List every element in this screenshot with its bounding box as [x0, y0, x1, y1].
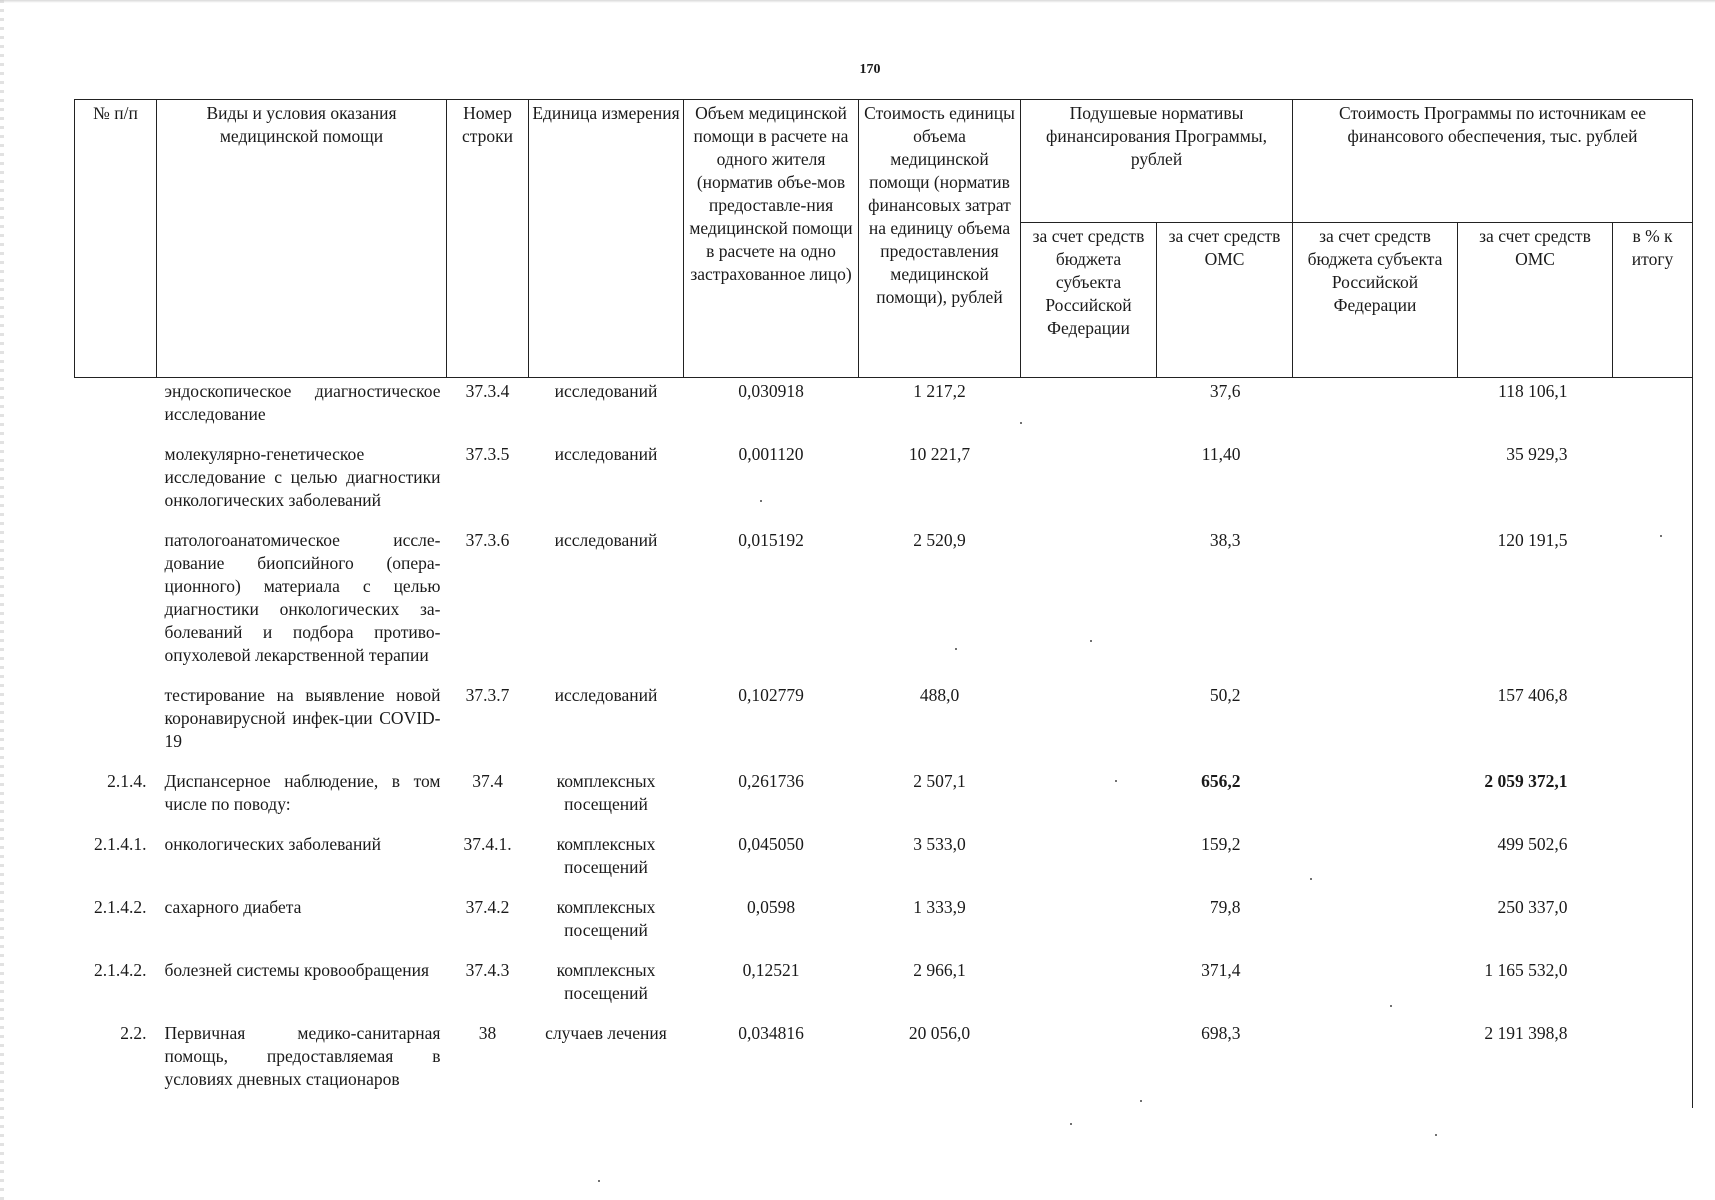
header-percent: в % к итогу: [1613, 223, 1693, 378]
table-row: [75, 1022, 1693, 1108]
program-cost-table: [74, 99, 1693, 1108]
row-program-oms: 1 165 532,0: [1484, 960, 1568, 980]
row-percapita-oms: 50,2: [1209, 685, 1241, 705]
row-line-number: 38: [478, 1023, 497, 1043]
table-row: [75, 959, 1693, 1022]
row-percapita-budget: [1021, 770, 1157, 833]
row-percapita-oms: 371,4: [1201, 960, 1241, 980]
row-volume: 0,102779: [738, 685, 804, 705]
row-number: [75, 378, 157, 444]
scan-speck: [1435, 1134, 1437, 1136]
row-percapita-budget: [1021, 959, 1157, 1022]
row-program-oms: 157 406,8: [1497, 685, 1568, 705]
header-program-budget: за счет средств бюджета субъекта Российской Федерации: [1293, 223, 1458, 378]
scan-speck: [1310, 878, 1312, 880]
row-number: [75, 684, 157, 770]
row-percapita-oms: 11,40: [1201, 444, 1241, 464]
row-number: [75, 443, 157, 529]
row-cost: 3 533,0: [913, 834, 966, 854]
row-cost: 10 221,7: [908, 444, 971, 464]
row-unit: исследований: [554, 685, 658, 705]
row-number: 2.1.4.1.: [94, 834, 147, 854]
scan-speck: [1140, 1100, 1142, 1102]
row-volume: 0,015192: [738, 530, 804, 550]
row-program-oms: 118 106,1: [1498, 381, 1568, 401]
scan-edge-left: [0, 0, 4, 1200]
row-percent: [1613, 1022, 1693, 1108]
row-line-number: 37.3.5: [465, 444, 510, 464]
row-program-oms: 499 502,6: [1497, 834, 1568, 854]
scan-speck: [1660, 535, 1662, 537]
row-percent: [1613, 684, 1693, 770]
row-unit: комплексных посещений: [556, 960, 656, 1003]
header-num: № п/п: [75, 100, 157, 378]
scan-speck: [1070, 1123, 1072, 1125]
row-program-oms: 2 059 372,1: [1484, 771, 1568, 791]
row-unit: исследований: [554, 381, 658, 401]
row-percent: [1613, 378, 1693, 444]
row-percapita-oms: 79,8: [1209, 897, 1241, 917]
row-program-budget: [1293, 1022, 1458, 1108]
row-name: Первичная медико-санитарная помощь, предоставляемая в условиях дневных стационаров: [164, 1023, 441, 1089]
header-volume: Объем медицинской помощи в расчете на одного жителя (норматив объе-мов предоставле-ния медицинской помощи в расчете на одно застрахованное лицо): [684, 100, 859, 378]
table-row: [75, 896, 1693, 959]
row-percent: [1613, 833, 1693, 896]
row-unit: комплексных посещений: [556, 834, 656, 877]
header-program-oms: за счет средств ОМС: [1458, 223, 1613, 378]
row-percapita-oms: 159,2: [1201, 834, 1241, 854]
row-program-budget: [1293, 770, 1458, 833]
header-percapita: Подушевые нормативы финансирования Программы, рублей: [1021, 100, 1293, 223]
row-program-budget: [1293, 896, 1458, 959]
header-percapita-oms: за счет средств ОМС: [1157, 223, 1293, 378]
row-volume: 0,12521: [742, 960, 800, 980]
row-percapita-budget: [1021, 896, 1157, 959]
table-row: [75, 684, 1693, 770]
table-body: [75, 378, 1693, 1109]
row-volume: 0,0598: [746, 897, 796, 917]
row-volume: 0,045050: [738, 834, 804, 854]
row-unit: комплексных посещений: [556, 897, 656, 940]
row-line-number: 37.4: [472, 771, 503, 791]
row-program-budget: [1293, 959, 1458, 1022]
scan-speck: [1090, 640, 1092, 642]
row-program-oms: 2 191 398,8: [1484, 1023, 1568, 1043]
page-number: 170: [859, 62, 881, 77]
row-percent: [1613, 770, 1693, 833]
row-name: молекулярно-генетическое исследование с целью диагностики онкологических заболеваний: [164, 444, 441, 510]
row-program-budget: [1293, 684, 1458, 770]
row-percapita-oms: 698,3: [1201, 1023, 1241, 1043]
row-volume: 0,034816: [738, 1023, 804, 1043]
row-line-number: 37.4.2: [465, 897, 510, 917]
row-number: 2.1.4.2.: [94, 897, 147, 917]
row-program-budget: [1293, 833, 1458, 896]
row-name: эндоскопическое диагностическое исследование: [164, 381, 441, 424]
scan-speck: [1115, 780, 1117, 782]
row-cost: 1 333,9: [913, 897, 966, 917]
row-number: 2.2.: [120, 1023, 147, 1043]
row-percapita-budget: [1021, 443, 1157, 529]
row-percapita-oms: 38,3: [1209, 530, 1241, 550]
scan-edge-top: [0, 0, 1715, 3]
row-cost: 2 507,1: [913, 771, 966, 791]
row-line-number: 37.3.4: [465, 381, 510, 401]
scan-speck: [955, 648, 957, 650]
row-number: 2.1.4.: [107, 771, 147, 791]
row-percent: [1613, 529, 1693, 684]
row-percent: [1613, 959, 1693, 1022]
row-cost: 2 966,1: [913, 960, 966, 980]
row-unit: исследований: [554, 530, 658, 550]
row-unit: комплексных посещений: [556, 771, 656, 814]
header-percapita-budget: за счет средств бюджета субъекта Российской Федерации: [1021, 223, 1157, 378]
header-cost: Стоимость единицы объема медицинской помощи (норматив финансовых затрат на единицу объема предоставления медицинской помощи), рублей: [859, 100, 1021, 378]
row-percent: [1613, 896, 1693, 959]
row-name: болезней системы кровообращения: [164, 960, 430, 980]
row-volume: 0,001120: [738, 444, 804, 464]
scan-speck: [598, 1180, 600, 1182]
row-cost: 2 520,9: [913, 530, 966, 550]
row-number: 2.1.4.2.: [94, 960, 147, 980]
row-cost: 488,0: [919, 685, 960, 705]
row-name: онкологических заболеваний: [164, 834, 382, 854]
row-line-number: 37.4.1.: [463, 834, 512, 854]
row-percapita-budget: [1021, 529, 1157, 684]
row-cost: 1 217,2: [913, 381, 966, 401]
scan-speck: [1390, 1005, 1392, 1007]
row-percapita-oms: 37,6: [1209, 381, 1241, 401]
row-name: тестирование на выявление новой коронавирусной инфек-ции COVID-19: [164, 685, 441, 751]
row-volume: 0,030918: [738, 381, 804, 401]
row-cost: 20 056,0: [908, 1023, 971, 1043]
row-program-budget: [1293, 443, 1458, 529]
row-number: [75, 529, 157, 684]
row-percent: [1613, 443, 1693, 529]
row-name: патологоанатомическое иссле-дование биопсийного (опера-ционного) материала с целью диагностики онкологических за-болеваний и подбора противо-опухолевой лекарственной терапии: [164, 530, 441, 665]
header-program-cost: Стоимость Программы по источникам ее финансового обеспечения, тыс. рублей: [1293, 100, 1693, 223]
row-volume: 0,261736: [738, 771, 804, 791]
row-unit: исследований: [554, 444, 658, 464]
row-name: Диспансерное наблюдение, в том числе по поводу:: [164, 771, 441, 814]
table-row: [75, 378, 1693, 444]
row-program-oms: 250 337,0: [1497, 897, 1568, 917]
header-unit: Единица измерения: [529, 100, 684, 378]
scan-speck: [760, 500, 762, 502]
table-header: [75, 100, 1693, 378]
row-unit: случаев лечения: [545, 1023, 667, 1043]
row-program-oms: 35 929,3: [1506, 444, 1568, 464]
row-program-budget: [1293, 378, 1458, 444]
scan-speck: [1020, 422, 1022, 424]
table-row: [75, 770, 1693, 833]
row-percapita-budget: [1021, 684, 1157, 770]
row-percapita-budget: [1021, 378, 1157, 444]
row-percapita-oms: 656,2: [1201, 771, 1241, 791]
header-type: Виды и условия оказания медицинской помощи: [157, 100, 447, 378]
table-row: [75, 833, 1693, 896]
row-percapita-budget: [1021, 1022, 1157, 1108]
row-line-number: 37.3.6: [465, 530, 510, 550]
row-line-number: 37.4.3: [465, 960, 510, 980]
row-name: сахарного диабета: [164, 897, 302, 917]
row-percapita-budget: [1021, 833, 1157, 896]
row-program-budget: [1293, 529, 1458, 684]
row-program-oms: 120 191,5: [1497, 530, 1568, 550]
header-row: Номер строки: [447, 100, 529, 378]
table-row: [75, 529, 1693, 684]
table-row: [75, 443, 1693, 529]
row-line-number: 37.3.7: [465, 685, 510, 705]
